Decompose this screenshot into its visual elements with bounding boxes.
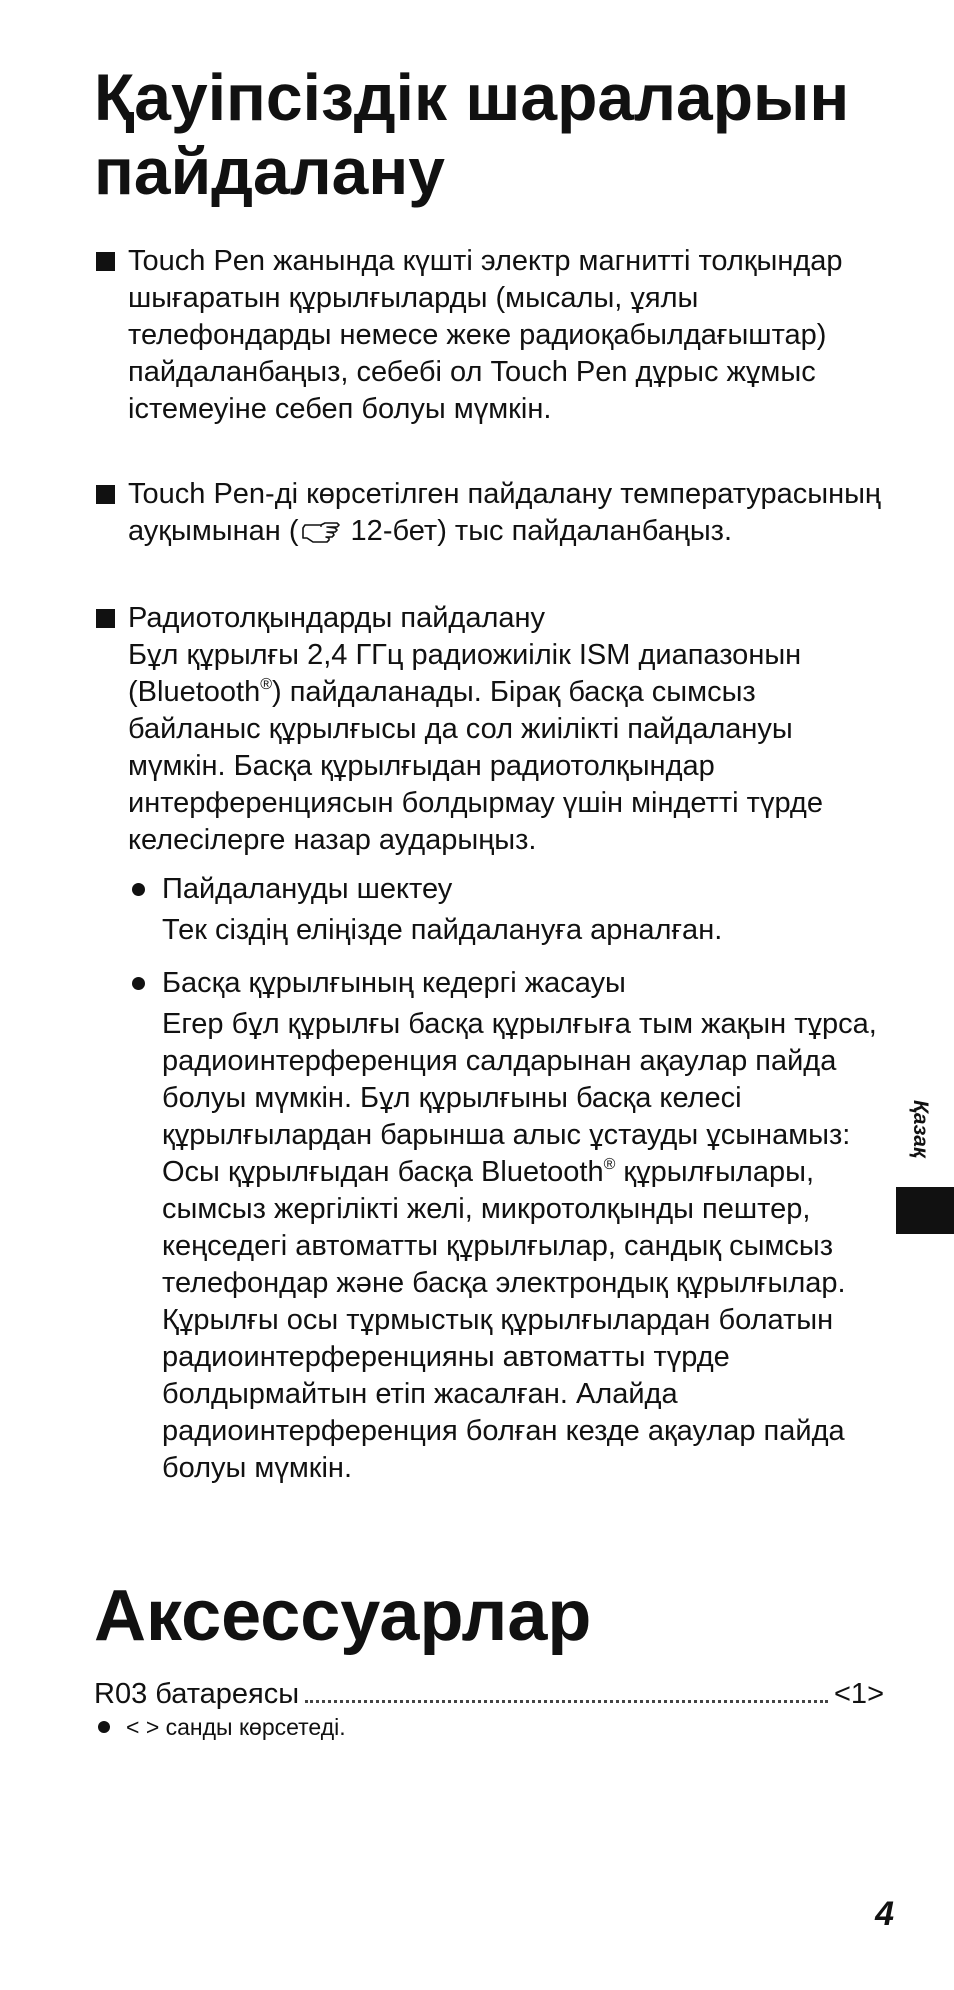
- square-bullet-icon: [96, 252, 115, 271]
- language-tab-marker: [896, 1187, 954, 1234]
- round-bullet-icon: [132, 883, 145, 896]
- radio-waves-paragraph: [128, 637, 894, 859]
- radio-waves-text-2: ) пайдаланады. Бірақ басқа сымсыз байланыс құрылғысы да сол жиілікті пайдалануы мүмкін. Басқа құрылғыдан радиотолқындар интерференциясын болдырмау үшін міндетті түрде келесілерге назар аударыңыз.: [128, 676, 823, 856]
- radio-waves-text-1: Бұл құрылғы 2,4 ГГц радиожиілік ISM диапазонын (Bluetooth: [128, 639, 802, 708]
- sub-item-usage-restriction: [128, 871, 894, 949]
- radio-waves-heading: Радиотолқындарды пайдалану: [128, 602, 546, 634]
- interference-text-2-before: Осы құрылғыдан басқа Bluetooth: [162, 1156, 604, 1188]
- interference-text-2-after: құрылғылары, сымсыз жергілікті желі, микротолқынды пештер, кеңседегі автоматты құрылғылар, сандық сымсыз телефондар және басқа электрондық құрылғылар.: [162, 1156, 846, 1299]
- interference-text-1: Егер бұл құрылғы басқа құрылғыға тым жақын тұрса, радиоинтерференция салдарынан ақаулар пайда болуы мүмкін. Бұл құрылғыны басқа келесі құрылғылардан барынша алыс ұстауды ұсынамыз:: [162, 1008, 877, 1151]
- safety-item-1-text: Touch Pen жанында күшті электр магнитті толқындар шығаратын құрылғыларды (мысалы, ұялы телефондарды немесе жеке радиоқабылдағыштар) пайдаланбаңыз, себебі ол Touch Pen дұрыс жұмыс істемеуіне себеп болуы мүмкін.: [128, 245, 843, 425]
- registered-mark: ®: [603, 1156, 616, 1173]
- interference-title: Басқа құрылғының кедергі жасауы: [162, 967, 626, 999]
- interference-text-2: [162, 1154, 894, 1302]
- round-bullet-icon: [98, 1721, 110, 1733]
- accessory-quantity: <1>: [834, 1678, 884, 1710]
- safety-item-2-text-before: Touch Pen-ді көрсетілген пайдалану температурасының ауқымынан (: [128, 478, 881, 547]
- pointing-hand-icon: [301, 517, 341, 554]
- accessories-section-title: Аксессуарлар: [94, 1576, 592, 1656]
- accessory-note-text: < > санды көрсетеді.: [126, 1714, 346, 1740]
- registered-mark: ®: [260, 676, 272, 693]
- sub-item-interference: [128, 965, 894, 1487]
- safety-section-title: Қауіпсіздік шараларын пайдалану: [94, 60, 850, 208]
- round-bullet-icon: [132, 977, 145, 990]
- square-bullet-icon: [96, 485, 115, 504]
- safety-item-3: [94, 600, 894, 1487]
- square-bullet-icon: [96, 609, 115, 628]
- accessory-name: R03 батареясы: [94, 1678, 300, 1710]
- dot-leader: [305, 1700, 828, 1703]
- accessory-row: [94, 1676, 884, 1713]
- language-tab-label: Қазақ: [909, 1100, 932, 1158]
- safety-item-2-text: [128, 476, 894, 554]
- usage-restriction-text: Тек сіздің еліңізде пайдалануға арналған.: [162, 914, 723, 946]
- interference-text-3: Құрылғы осы тұрмыстық құрылғылардан болатын радиоинтерференцияны автоматты түрде болдырмайтын етіп жасалған. Алайда радиоинтерференция болған кезде ақаулар пайда болуы мүмкін.: [162, 1304, 845, 1484]
- safety-item-2-text-after: 12-бет) тыс пайдаланбаңыз.: [342, 515, 733, 547]
- safety-item-1: [94, 243, 894, 428]
- safety-item-2: [94, 476, 894, 554]
- page-number: 4: [875, 1895, 894, 1933]
- usage-restriction-title: Пайдалануды шектеу: [162, 873, 453, 905]
- accessory-note: [98, 1712, 346, 1742]
